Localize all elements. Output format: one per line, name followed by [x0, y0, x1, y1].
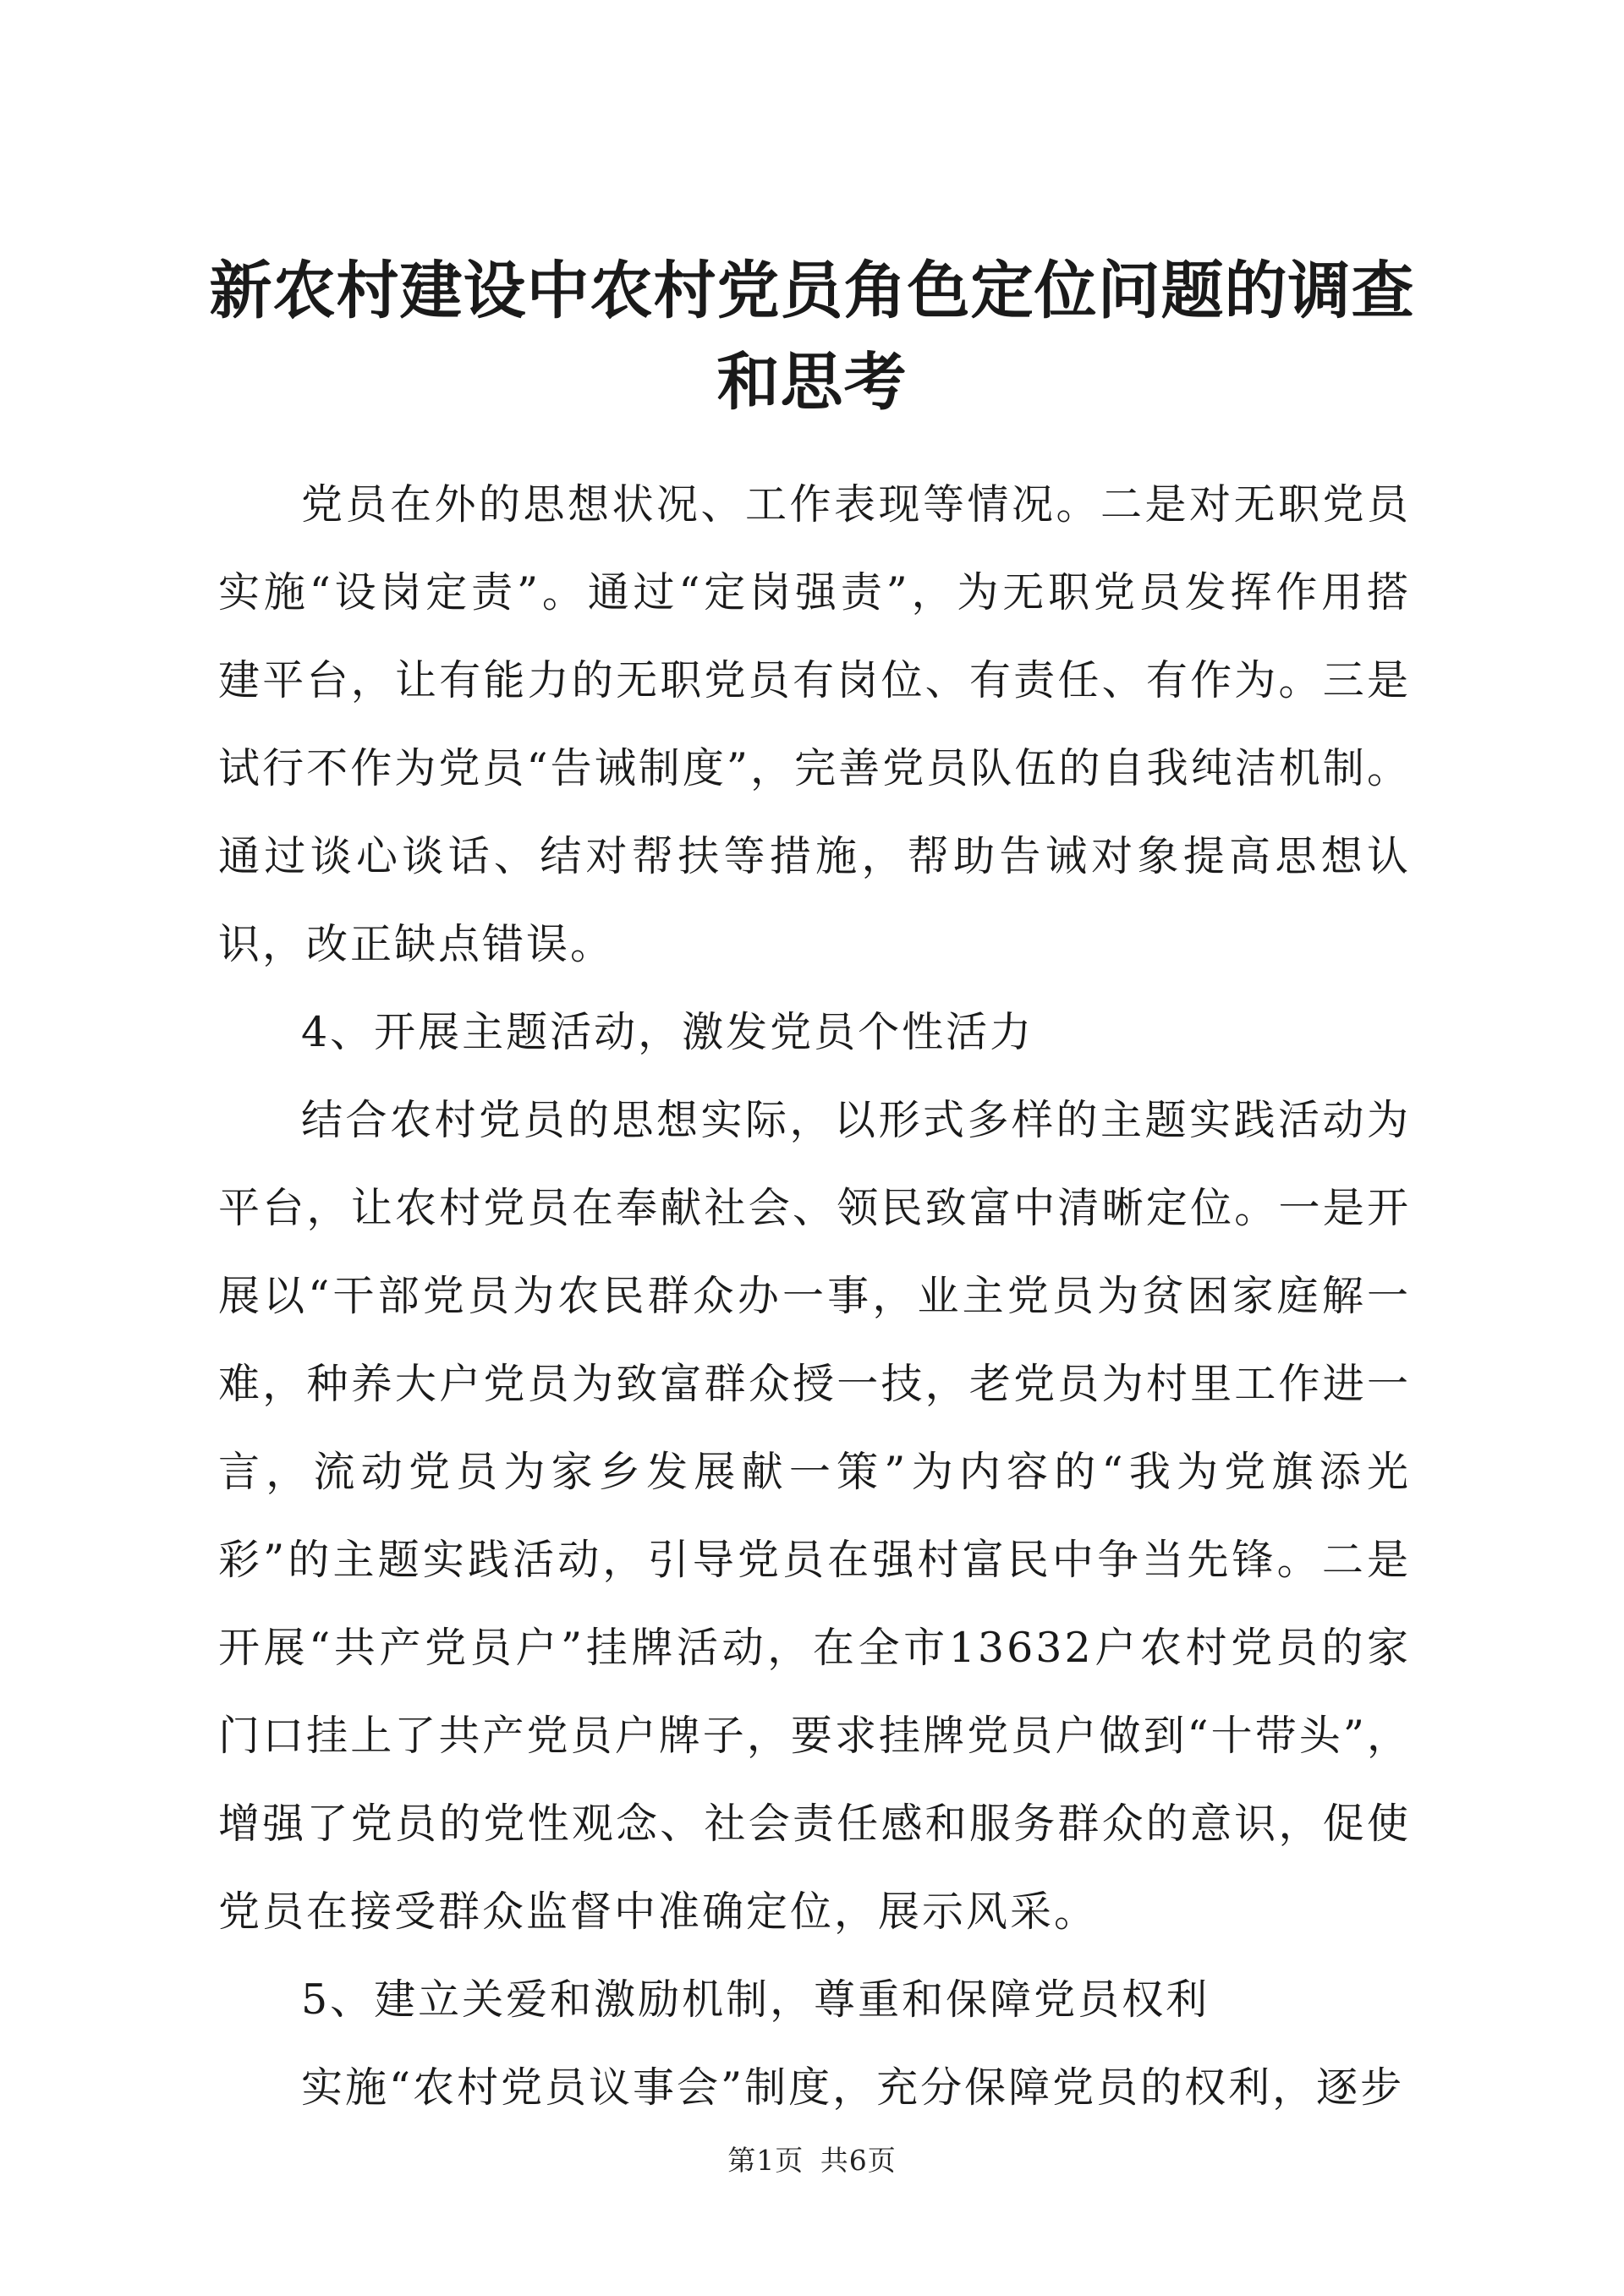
document-body [218, 461, 1411, 2132]
paragraph: 结合农村党员的思想实际，以形式多样的主题实践活动为平台，让农村党员在奉献社会、领民致富中清晰定位。一是开展以“干部党员为农民群众办一事，业主党员为贫困家庭解一难，种养大户党员为致富群众授一技，老党员为村里工作进一言，流动党员为家乡发展献一策”为内容的“我为党旗添光彩”的主题实践活动，引导党员在强村富民中争当先锋。二是开展“共产党员户”挂牌活动，在全市13632户农村党员的家门口挂上了共产党员户牌子，要求挂牌党员户做到“十带头”，增强了党员的党性观念、社会责任感和服务群众的意识，促使党员在接受群众监督中准确定位，展示风采。 [218, 1096, 1411, 1936]
paragraph: 实施“农村党员议事会”制度，充分保障党员的权利，逐步 [301, 2063, 1405, 2112]
section-heading: 4、开展主题活动，激发党员个性活力 [301, 1008, 1034, 1056]
page-total: 共6页 [820, 2144, 897, 2177]
page-footer [0, 2144, 1624, 2178]
document-title: 新农村建设中农村党员角色定位问题的调查和思考 [209, 255, 1415, 419]
page-number: 第1页 [727, 2144, 804, 2177]
paragraph: 党员在外的思想状况、工作表现等情况。二是对无职党员实施“设岗定责”。通过“定岗强责”，为无职党员发挥作用搭建平台，让有能力的无职党员有岗位、有责任、有作为。三是试行不作为党员“告诫制度”，完善党员队伍的自我纯洁机制。通过谈心谈话、结对帮扶等措施，帮助告诫对象提高思想认识，改正缺点错误。 [218, 480, 1411, 968]
section-heading: 5、建立关爱和激励机制，尊重和保障党员权利 [301, 1975, 1210, 2024]
